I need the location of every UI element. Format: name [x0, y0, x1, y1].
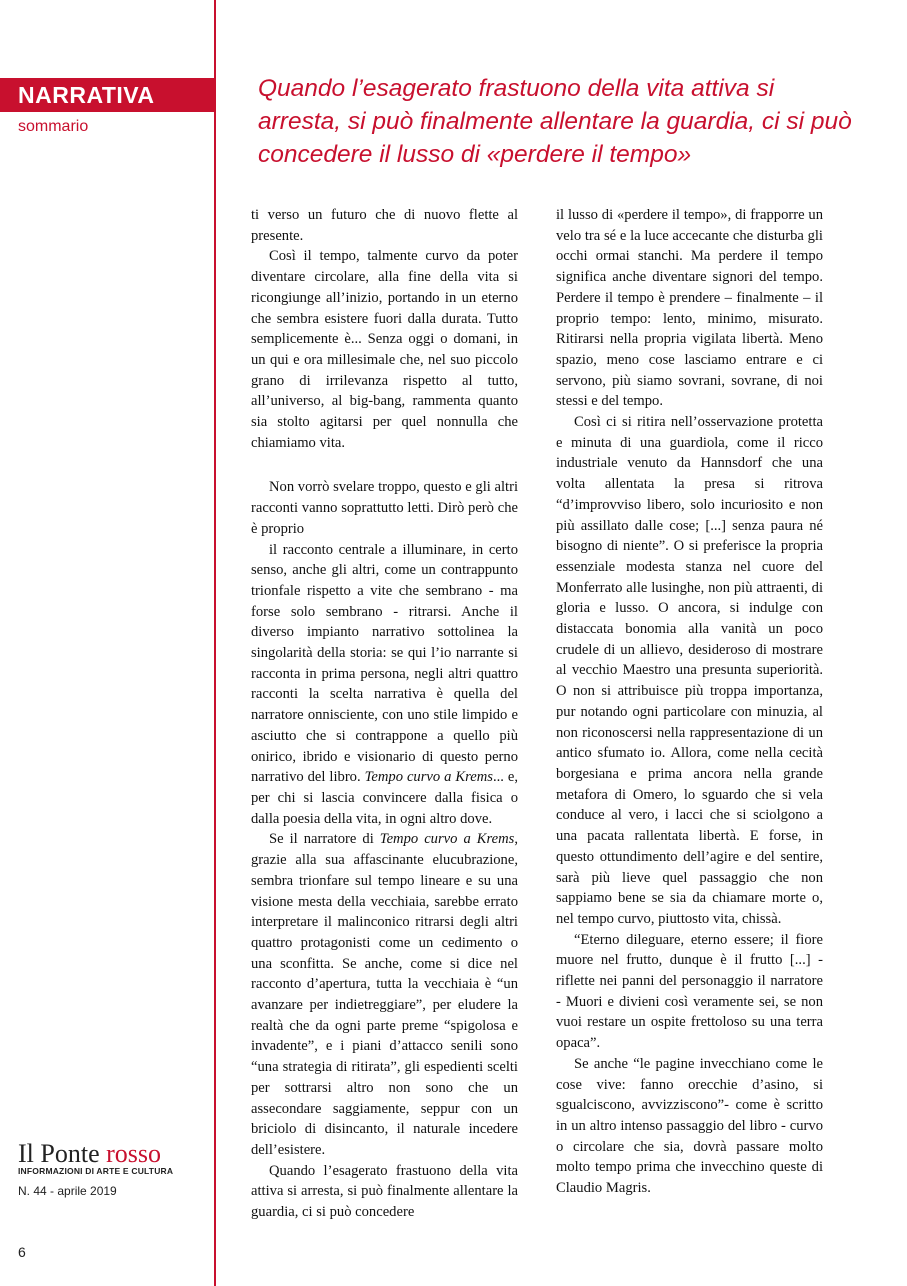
paragraph: [251, 540, 518, 830]
paragraph-text: Se il narratore di: [269, 831, 374, 848]
issue-info: N. 44 - aprile 2019: [18, 1184, 117, 1198]
paragraph: Se anche “le pagine invecchiano come le cose vive: fanno orecchie d’asino, si sgualciscono, avvizziscono”- come è scritto in un altro intenso passaggio del libro - curvo o circolare che sia, dovrà passare molto molto tempo prima che invecchino queste di Claudio Magris.: [556, 1055, 823, 1197]
book-title: Tempo curvo a Krems: [364, 769, 493, 786]
paragraph-text: ... e, per chi si lascia convincere dalla fisica o dalla poesia della vita, in ogni altro dove.: [251, 769, 518, 827]
page-number: 6: [18, 1244, 26, 1260]
pull-quote: Quando l’esagerato frastuono della vita attiva si arresta, si può finalmente allentare la guardia, ci si può concedere il lusso di «perdere il tempo»: [258, 75, 852, 168]
paragraph: Quando l’esagerato frastuono della vita attiva si arresta, si può finalmente allentare la guardia, ci si può concedere: [251, 1162, 518, 1221]
book-title: Tempo curvo a Krems: [379, 831, 515, 848]
paragraph: Così ci si ritira nell’osservazione protetta e minuta di una guardiola, come il ricco industriale venuto da Hannsdorf che una volta allentata la presa si ritrova “d’improvviso libero, solo incuriosito e non più assillato dalle cose; [...] senza paura né bisogno di niente”. O si preferisce la propria essenziale modesta stanza nel cuore del Monferrato alle lusinghe, non più attraenti, di gloria e lusso. O ancora, si indulge con distaccata bonomia alla vanità un poco crudele di un allievo, desideroso di mostrare al vecchio Maestro una presunta superiorità. O non si attribuisce più troppa importanza, pur notando ogni particolare con minuzia, al non riconoscersi nella rappresentazione di un antico sfumato io. Allora, come nella cecità borgesiana e prima ancora nella grande metafora di Omero, lo sguardo che si vela conduce al vero, i lacci che si sciolgono a una pacata rallentata libertà. E forse, in questo ottundimento dell’agire e del sentire, sarà più lieve quel passaggio che non sappiamo bene se sia da chiamare morte o, nel tempo curvo, piuttosto vita, chissà.: [556, 414, 823, 927]
section-subtitle: sommario: [18, 118, 89, 135]
paragraph: ti verso un futuro che di nuovo flette al presente.: [251, 207, 518, 244]
masthead: [18, 1140, 173, 1198]
text-column-2: [556, 205, 823, 1199]
logo-subtitle: INFORMAZIONI DI ARTE E CULTURA: [18, 1166, 174, 1176]
paragraph-text: il racconto centrale a illuminare, in certo senso, anche gli altri, come un contrappunto trionfale rispetto a vite che sembrano - ma forse solo sembrano - ritrarsi. Anche il diverso impianto narrativo sottolinea la singolarità della storia: se qui l’io narrante si racconta in prima persona, negli altri quattro racconti la scelta narrativa è quella del narratore onnisciente, con uno stile limpido e asciutto che si contrappone a quello più onirico, ibrido e visionario di questo perno narrativo del libro.: [251, 541, 518, 786]
paragraph: Non vorrò svelare troppo, questo e gli altri racconti vanno soprattutto letti. Dirò però che è proprio: [251, 479, 518, 537]
paragraph-text: , grazie alla sua affascinante elucubrazione, sembra trionfare sul tempo lineare e su una visione mesta della vecchiaia, sarebbe errato interpretare il malinconico ritrarsi degli altri quattro protagonisti come un cedimento o una sconfitta. Se anche, come si dice nel racconto d’apertura, tutta la vecchiaia è “un avanzare per indietreggiare”, per eludere la realtà che da ogni parte preme “spigolosa e invadente”, e i piani d’attacco senili sono “una strategia di ritirata”, gli espedienti scelti per sottrarsi altro non sono che un assecondare saggiamente, seppur con un briciolo di disincanto, il naturale incedere dell’esistere.: [251, 831, 518, 1158]
section-title: NARRATIVA: [18, 82, 155, 108]
logo-accent: rosso: [106, 1139, 162, 1168]
paragraph: [251, 829, 518, 1160]
paragraph: il lusso di «perdere il tempo», di frapporre un velo tra sé e la luce accecante che disturba gli occhi ormai stanchi. Ma perdere il tempo significa anche diventare signori del tempo. Perdere il tempo è prendere – finalmente – il proprio tempo: lento, minimo, misurato. Ritirarsi nella propria vigilata libertà. Meno spazio, meno cose lasciamo entrare e ci servono, più siamo sovrani, sovrane, di noi stessi e del tempo.: [556, 207, 823, 410]
vertical-red-rule: [214, 0, 216, 1286]
paragraph: “Eterno dileguare, eterno essere; il fiore muore nel frutto, dunque è il frutto [...] - riflette nei panni del personaggio il narratore - Muori e divieni così veramente sei, se non vuoi restare un ospite frettoloso su una terra opaca”.: [556, 931, 823, 1052]
text-column-1: [251, 205, 518, 1223]
paragraph: Così il tempo, talmente curvo da poter diventare circolare, alla fine della vita si ricongiunge all’inizio, portando in un eterno che sembra esistere fuori dalla durata. Tutto semplicemente è... Senza oggi o domani, in un qui e ora millesimale che, nel suo piccolo grano di irrilevanza rispetto al tutto, all’universo, al big-bang, rammenta quanto sia stolto agitarsi per quel nonnulla che chiamiamo vita.: [251, 248, 518, 451]
masthead-logo: [18, 1140, 173, 1168]
logo-main: Il Ponte: [18, 1139, 100, 1168]
